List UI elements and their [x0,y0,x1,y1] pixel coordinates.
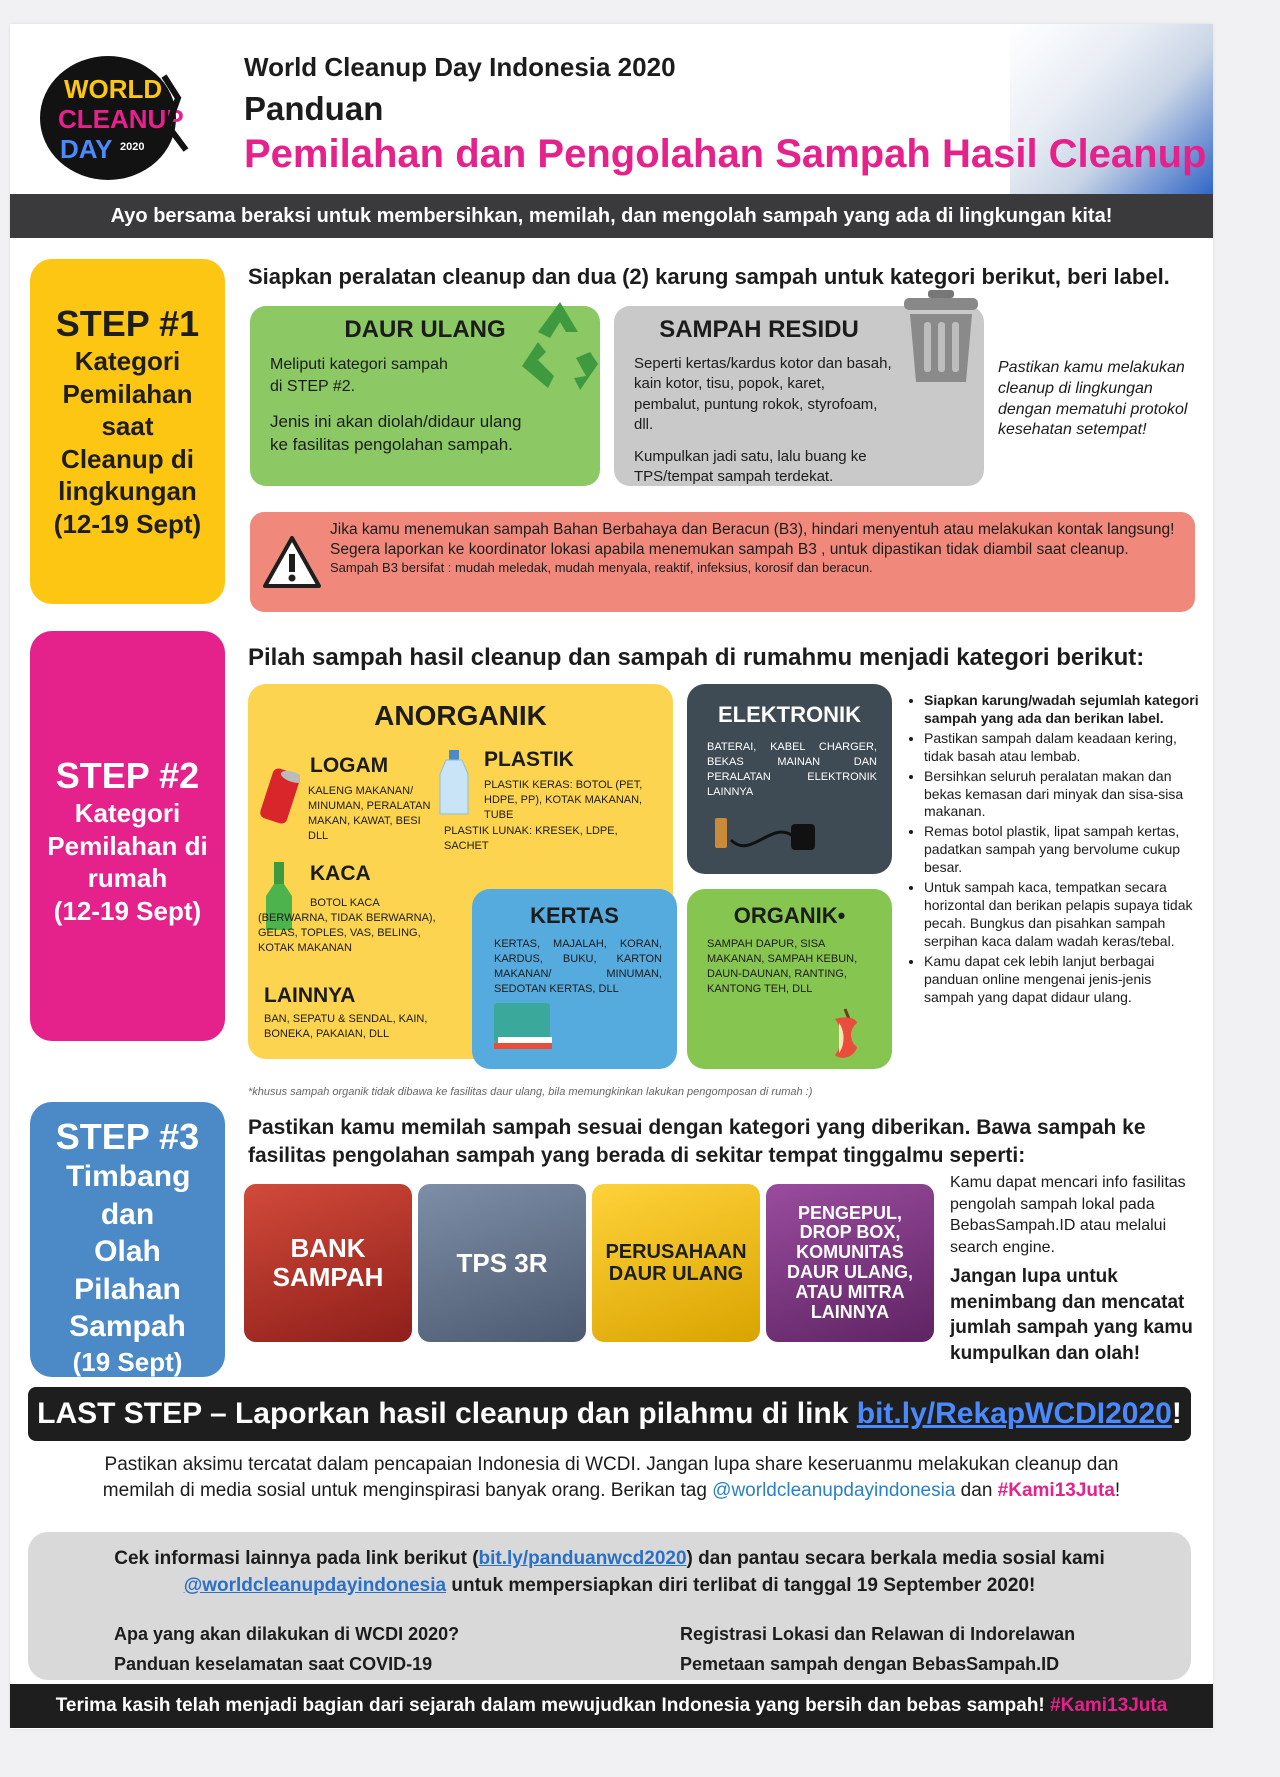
step3-intro: Pastikan kamu memilah sampah sesuai dengan kategori yang diberikan. Bawa sampah ke fasilitas pengolahan sampah yang berada di sekitar tempat tinggalmu seperti: [248,1116,1146,1168]
share-dan: dan [955,1479,998,1501]
daur-ulang-p2: Jenis ini akan diolah/didaur ulang ke fasilitas pengolahan sampah. [270,412,522,455]
event-title: World Cleanup Day Indonesia 2020 [244,52,676,82]
info-line1a: Cek informasi lainnya pada link berikut ( [114,1548,479,1569]
warning-icon [262,534,322,590]
b3-text [330,520,1175,577]
footer-bar [10,1684,1213,1728]
step2-tips [908,692,1203,1008]
instagram-handle[interactable]: @worldcleanupdayindonesia [712,1479,956,1501]
kaca-text: BOTOL KACA (BERWARNA, TIDAK BERWARNA), GELAS, TOPLES, VAS, BELING, KOTAK MAKANAN [258,897,436,954]
plastik-title: PLASTIK [484,748,574,771]
hashtag[interactable]: #Kami13Juta [997,1479,1115,1501]
daur-ulang-title: DAUR ULANG [344,316,506,343]
daur-ulang-p1: Meliputi kategori sampah di STEP #2. [270,356,448,395]
wcd-logo [36,46,196,186]
tip-item: • Siapkan karung/wadah sejumlah kategori sampah yang ada dan berikan label. [924,692,1203,728]
step1-number: STEP #1 [55,303,200,344]
link-pemetaan[interactable]: Pemetaan sampah dengan BebasSampah.ID [680,1654,1060,1674]
step1-intro: Siapkan peralatan cleanup dan dua (2) karung sampah untuk kategori berikut, beri label. [248,264,1170,289]
step2-dates: (12-19 Sept) [53,895,202,926]
footer-text: Terima kasih telah menjadi bagian dari sejarah dalam mewujudkan Indonesia yang bersih dan bebas sampah! [55,1695,1051,1716]
step3-badge [30,1102,225,1377]
facility-info: Kamu dapat mencari info fasilitas pengolah sampah lokal pada BebasSampah.ID atau melalui search engine. [950,1174,1186,1256]
step3-number: STEP #3 [55,1116,200,1157]
kertas-text: KERTAS, MAJALAH, KORAN, KARDUS, BUKU, KARTON MAKANAN/ MINUMAN, SEDOTAN KERTAS, DLL [494,938,662,995]
logo-cleanup: CLEANUP [58,104,184,134]
logo-day: DAY [60,134,113,164]
b3-warning-box [250,512,1195,612]
info-line1b: ) dan pantau secara berkala media sosial kami [686,1548,1105,1569]
info-box [28,1532,1191,1680]
last-step-end: ! [1171,1397,1182,1430]
rekap-link[interactable]: bit.ly/RekapWCDI2020 [856,1397,1172,1430]
facility-tps3r [418,1184,586,1342]
elektronik-text: BATERAI, KABEL CHARGER, BEKAS MAINAN DAN PERALATAN ELEKTRONIK LAINNYA [707,741,877,798]
logo-world: WORLD [64,74,163,104]
weigh-reminder: Jangan lupa untuk menimbang dan mencatat jumlah sampah yang kamu kumpulkan dan olah! [950,1266,1193,1364]
tip-item: • Bersihkan seluruh peralatan makan dan bekas kemasan dari minyak dan sisa-sisa makanan. [924,768,1203,822]
share-line2: memilah di media sosial untuk menginspirasi banyak orang. Berikan tag [102,1479,713,1501]
intro-banner: Ayo bersama beraksi untuk membersihkan, memilah, dan mengolah sampah yang ada di lingkungan kita! [10,194,1213,238]
elektronik-card [687,684,892,874]
tip-item: • Untuk sampah kaca, tempatkan secara horizontal dan berikan pelapis supaya tidak pecah. Bungkus dan pisahkan sampah serpihan kaca dalam wadah keras/tebal. [924,879,1203,951]
info-handle[interactable]: @worldcleanupdayindonesia [183,1574,447,1596]
logam-text: KALENG MAKANAN/ MINUMAN, PERALATAN MAKAN, KAWAT, BESI DLL [308,785,431,842]
last-step-text: LAST STEP – Laporkan hasil cleanup dan pilahmu di link [37,1397,857,1430]
last-step-bar [28,1387,1191,1441]
step2-number: STEP #2 [55,755,200,796]
lainnya-title: LAINNYA [264,984,356,1007]
residu-title: SAMPAH RESIDU [659,316,859,343]
logo-year: 2020 [120,141,145,153]
panduan-link[interactable]: bit.ly/panduanwcd2020 [478,1548,687,1569]
facility-perusahaan-daur-ulang [592,1184,760,1342]
tip-item: • Remas botol plastik, lipat sampah kertas, padatkan sampah yang bervolume cukup besar. [924,823,1203,877]
anorganik-title: ANORGANIK [374,700,547,731]
info-heading [28,1546,1191,1599]
facility-label: PENGEPUL, DROP BOX, KOMUNITAS DAUR ULANG, ATAU MITRA LAINNYA [787,1202,913,1322]
facility-label: BANK SAMPAH [272,1233,384,1292]
facility-label: PERUSAHAAN DAUR ULANG [605,1241,747,1285]
apple-core-icon [817,1005,877,1065]
organik-title: ORGANIK• [733,903,846,928]
share-line1: Pastikan aksimu tercatat dalam pencapaian Indonesia di WCDI. Jangan lupa share keseruanmu melakukan cleanup dan [104,1454,1119,1475]
b3-p2: Sampah B3 bersifat : mudah meledak, mudah menyala, reaktif, infeksius, korosif dan beracun. [330,560,873,576]
organik-footnote: *khusus sampah organik tidak dibawa ke fasilitas daur ulang, bila memungkinkan lakukan pengomposan di rumah :) [248,1086,813,1098]
kaca-title: KACA [310,862,371,885]
logam-title: LOGAM [310,754,389,777]
tip-item: • Kamu dapat cek lebih lanjut berbagai panduan online mengenai jenis-jenis sampah yang dapat didaur ulang. [924,953,1203,1007]
b3-p1: Jika kamu menemukan sampah Bahan Berbahaya dan Beracun (B3), hindari menyentuh atau melakukan kontak langsung! Segera laporkan ke koordinator lokasi apabila menemukan sampah B3 , untuk dipastikan tidak diambil saat cleanup. [330,521,1175,559]
bottle-icon [436,748,472,818]
plastik-lunak: PLASTIK LUNAK: KRESEK, LDPE, SACHET [444,825,618,852]
panduan-title: Panduan [244,90,384,127]
book-icon [490,997,556,1053]
kertas-title: KERTAS [530,903,619,928]
trash-bin-icon [898,286,984,386]
residu-p2: Kumpulkan jadi satu, lalu buang ke TPS/tempat sampah terdekat. [634,448,867,486]
step1-badge [30,259,225,604]
main-title: Pemilahan dan Pengolahan Sampah Hasil Cleanup [244,132,1207,176]
organik-card [687,889,892,1069]
step3-label: Timbang dan Olah Pilahan Sampah [66,1160,191,1343]
tip-item: • Pastikan sampah dalam keadaan kering, tidak basah atau lembab. [924,730,1203,766]
charger-icon [711,810,821,860]
info-line2b: untuk mempersiapkan diri terlibat di tanggal 19 September 2020! [446,1574,1036,1596]
kertas-card [472,889,677,1069]
residu-p1: Seperti kertas/kardus kotor dan basah, kain kotor, tisu, popok, karet, pembalut, puntung rokok, styrofoam, dll. [634,355,892,433]
step1-label: Kategori Pemilahan saat Cleanup di lingkungan [58,346,197,506]
recycle-icon [510,294,610,394]
facility-bank-sampah [244,1184,412,1342]
facility-pengepul [766,1184,934,1342]
step1-dates: (12-19 Sept) [53,508,202,539]
plastik-keras: PLASTIK KERAS: BOTOL (PET, HDPE, PP), KOTAK MAKANAN, TUBE [484,779,643,821]
lainnya-text: BAN, SEPATU & SENDAL, KAIN, BONEKA, PAKAIAN, DLL [264,1013,428,1040]
link-covid-safety[interactable]: Panduan keselamatan saat COVID-19 [114,1654,433,1674]
step2-badge [30,631,225,1041]
link-registrasi[interactable]: Registrasi Lokasi dan Relawan di Indorelawan [680,1624,1076,1644]
step3-dates: (19 Sept) [72,1346,183,1377]
elektronik-title: ELEKTRONIK [718,702,861,727]
footer-hashtag[interactable]: #Kami13Juta [1050,1695,1168,1716]
link-wcdi-plan[interactable]: Apa yang akan dilakukan di WCDI 2020? [114,1624,460,1644]
share-text [30,1452,1193,1503]
cleanup-protocol-note: Pastikan kamu melakukan cleanup di lingkungan dengan mematuhi protokol kesehatan setempat! [998,359,1188,439]
step2-label: Kategori Pemilahan di rumah [47,798,208,893]
facility-label: TPS 3R [456,1247,548,1278]
infographic-page [10,24,1213,1729]
step2-intro: Pilah sampah hasil cleanup dan sampah di rumahmu menjadi kategori berikut: [248,644,1145,671]
organik-text: SAMPAH DAPUR, SISA MAKANAN, SAMPAH KEBUN, DAUN-DAUNAN, RANTING, KANTONG TEH, DLL [707,938,858,995]
share-bang: ! [1114,1479,1121,1501]
can-icon [260,764,300,826]
